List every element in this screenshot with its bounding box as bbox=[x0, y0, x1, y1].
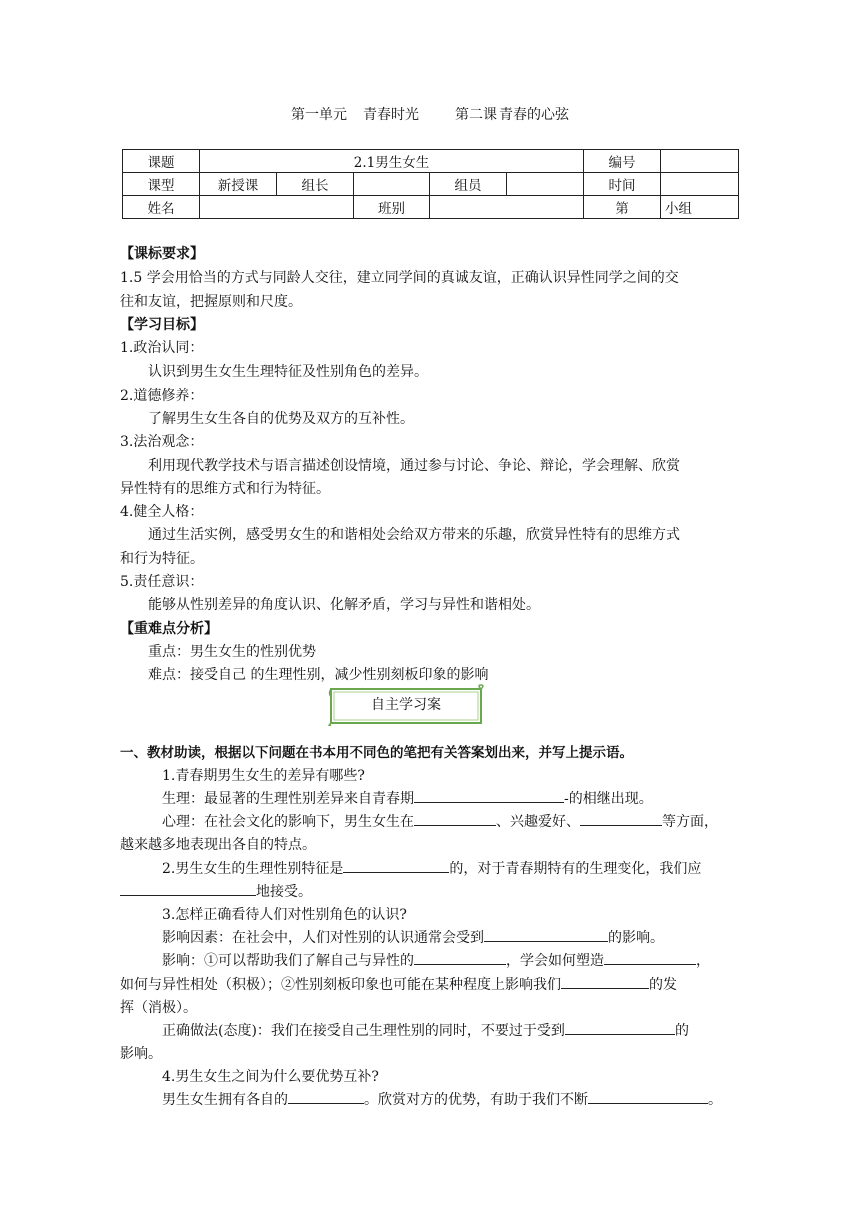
table-cell: 组长 bbox=[277, 173, 354, 196]
text-line: 往和友谊，把握原则和尺度。 bbox=[120, 294, 302, 310]
fill-blank[interactable] bbox=[565, 1021, 675, 1035]
difficult-point: 难点：接受自己 的生理性别，减少性别刻板印象的影响 bbox=[148, 667, 489, 683]
fill-blank[interactable] bbox=[343, 859, 449, 873]
text-segment: 的发 bbox=[649, 977, 677, 993]
table-cell[interactable] bbox=[507, 173, 584, 196]
table-row bbox=[123, 196, 739, 219]
unit-label: 第一单元 bbox=[291, 107, 347, 123]
text-segment: 如何与异性相处（积极）；②性别刻板印象也可能在某种程度上影响我们 bbox=[120, 977, 561, 993]
fill-blank[interactable] bbox=[588, 1090, 708, 1104]
table-cell[interactable] bbox=[661, 150, 739, 173]
fill-blank[interactable] bbox=[120, 882, 256, 896]
lesson-name: 青春的心弦 bbox=[499, 107, 569, 123]
table-cell: 第 bbox=[584, 196, 661, 219]
text-segment: 的 bbox=[674, 1023, 689, 1039]
text-line: 挥（消极）。 bbox=[120, 1000, 197, 1016]
fill-blank[interactable] bbox=[288, 1090, 364, 1104]
text-segment: 2.男生女生的生理性别特征是 bbox=[162, 861, 344, 877]
goal-heading: 2.道德修养： bbox=[120, 388, 204, 404]
text-line: 和行为特征。 bbox=[120, 551, 204, 567]
text-line: 了解男生女生各自的优势及双方的互补性。 bbox=[148, 411, 414, 427]
table-cell: 时间 bbox=[584, 173, 661, 196]
text-segment: 。欣赏对方的优势，有助于我们不断 bbox=[364, 1092, 588, 1108]
text-line bbox=[162, 788, 653, 808]
lesson-info-table bbox=[122, 149, 739, 219]
text-line bbox=[120, 881, 312, 901]
topic-cell: 2.1男生女生 bbox=[200, 150, 584, 173]
text-line: 通过生活实例，感受男女生的和谐相处会给双方带来的乐趣，欣赏异性特有的思维方式 bbox=[148, 527, 680, 543]
self-study-banner bbox=[327, 684, 485, 726]
section-heading: 【课标要求】 bbox=[120, 246, 204, 262]
text-line: 影响。 bbox=[120, 1046, 162, 1062]
question: 3.怎样正确看待人们对性别角色的认识? bbox=[162, 907, 407, 923]
text-segment: 影响：①可以帮助我们了解自己与异性的 bbox=[162, 953, 414, 969]
text-line bbox=[162, 811, 718, 831]
text-line bbox=[162, 927, 664, 947]
unit-name: 青春时光 bbox=[363, 107, 419, 123]
table-cell[interactable] bbox=[661, 173, 739, 196]
table-cell: 小组 bbox=[661, 196, 739, 219]
text-segment: ， bbox=[696, 953, 710, 969]
text-line bbox=[162, 950, 710, 970]
section-heading: 【学习目标】 bbox=[120, 317, 204, 333]
text-line bbox=[162, 1089, 722, 1109]
section-heading: 【重难点分析】 bbox=[120, 621, 218, 637]
text-segment: 男生女生拥有各自的 bbox=[162, 1092, 288, 1108]
text-line: 能够从性别差异的角度认识、化解矛盾，学习与异性和谐相处。 bbox=[148, 597, 540, 613]
text-segment: 地接受。 bbox=[256, 884, 312, 900]
text-line: 越来越多地表现出各自的特点。 bbox=[120, 837, 316, 853]
text-line bbox=[162, 858, 701, 878]
key-point: 重点：男生女生的性别优势 bbox=[148, 644, 316, 660]
fill-blank[interactable] bbox=[604, 951, 696, 965]
goal-heading: 5.责任意识： bbox=[120, 574, 204, 590]
question: 1.青春期男生女生的差异有哪些? bbox=[162, 768, 365, 784]
page-title bbox=[0, 104, 860, 124]
table-row bbox=[123, 173, 739, 196]
fill-blank[interactable] bbox=[580, 812, 662, 826]
fill-blank[interactable] bbox=[561, 975, 649, 989]
table-cell: 新授课 bbox=[200, 173, 277, 196]
fill-blank[interactable] bbox=[414, 951, 506, 965]
fill-blank[interactable] bbox=[414, 789, 564, 803]
table-cell: 组员 bbox=[430, 173, 507, 196]
text-segment: ，学会如何塑造 bbox=[506, 953, 604, 969]
goal-heading: 3.法治观念： bbox=[120, 434, 204, 450]
text-segment: 影响因素：在社会中，人们对性别的认识通常会受到 bbox=[162, 930, 484, 946]
text-segment: 心理：在社会文化的影响下，男生女生在 bbox=[162, 814, 414, 830]
table-cell[interactable] bbox=[354, 173, 430, 196]
table-row bbox=[123, 150, 739, 173]
text-segment: 。 bbox=[708, 1092, 722, 1108]
text-line: 利用现代教学技术与语言描述创设情境，通过参与讨论、争论、辩论，学会理解、欣赏 bbox=[148, 458, 680, 474]
text-line: 认识到男生女生生理特征及性别角色的差异。 bbox=[148, 364, 428, 380]
goal-heading: 1.政治认同： bbox=[120, 340, 204, 356]
part-heading: 一、教材助读，根据以下问题在书本用不同色的笔把有关答案划出来，并写上提示语。 bbox=[120, 745, 633, 761]
banner-label: 自主学习案 bbox=[371, 697, 441, 713]
fill-blank[interactable] bbox=[414, 812, 496, 826]
text-line bbox=[120, 974, 677, 994]
goal-heading: 4.健全人格： bbox=[120, 504, 204, 520]
table-cell: 编号 bbox=[584, 150, 661, 173]
question: 4.男生女生之间为什么要优势互补? bbox=[162, 1069, 379, 1085]
table-cell: 课题 bbox=[123, 150, 200, 173]
fill-blank[interactable] bbox=[484, 928, 608, 942]
text-segment: 等方面， bbox=[662, 814, 718, 830]
table-cell[interactable] bbox=[200, 196, 354, 219]
text-line: 1.5 学会用恰当的方式与同龄人交往，建立同学间的真诚友谊，正确认识异性同学之间的交 bbox=[120, 270, 679, 286]
text-segment: -的相继出现。 bbox=[564, 791, 653, 807]
text-line: 异性特有的思维方式和行为特征。 bbox=[120, 481, 330, 497]
text-segment: 、兴趣爱好、 bbox=[496, 814, 580, 830]
table-cell: 姓名 bbox=[123, 196, 200, 219]
text-segment: 生理：最显著的生理性别差异来自青春期 bbox=[162, 791, 414, 807]
text-segment: 正确做法(态度)：我们在接受自己生理性别的同时，不要过于受到 bbox=[162, 1023, 565, 1039]
text-segment: 的，对于青春期特有的生理变化，我们应 bbox=[449, 861, 702, 877]
table-cell[interactable] bbox=[430, 196, 584, 219]
text-line bbox=[162, 1020, 689, 1040]
table-cell: 课型 bbox=[123, 173, 200, 196]
text-segment: 的影响。 bbox=[608, 930, 664, 946]
lesson-label: 第二课 bbox=[455, 107, 497, 123]
table-cell: 班别 bbox=[354, 196, 430, 219]
